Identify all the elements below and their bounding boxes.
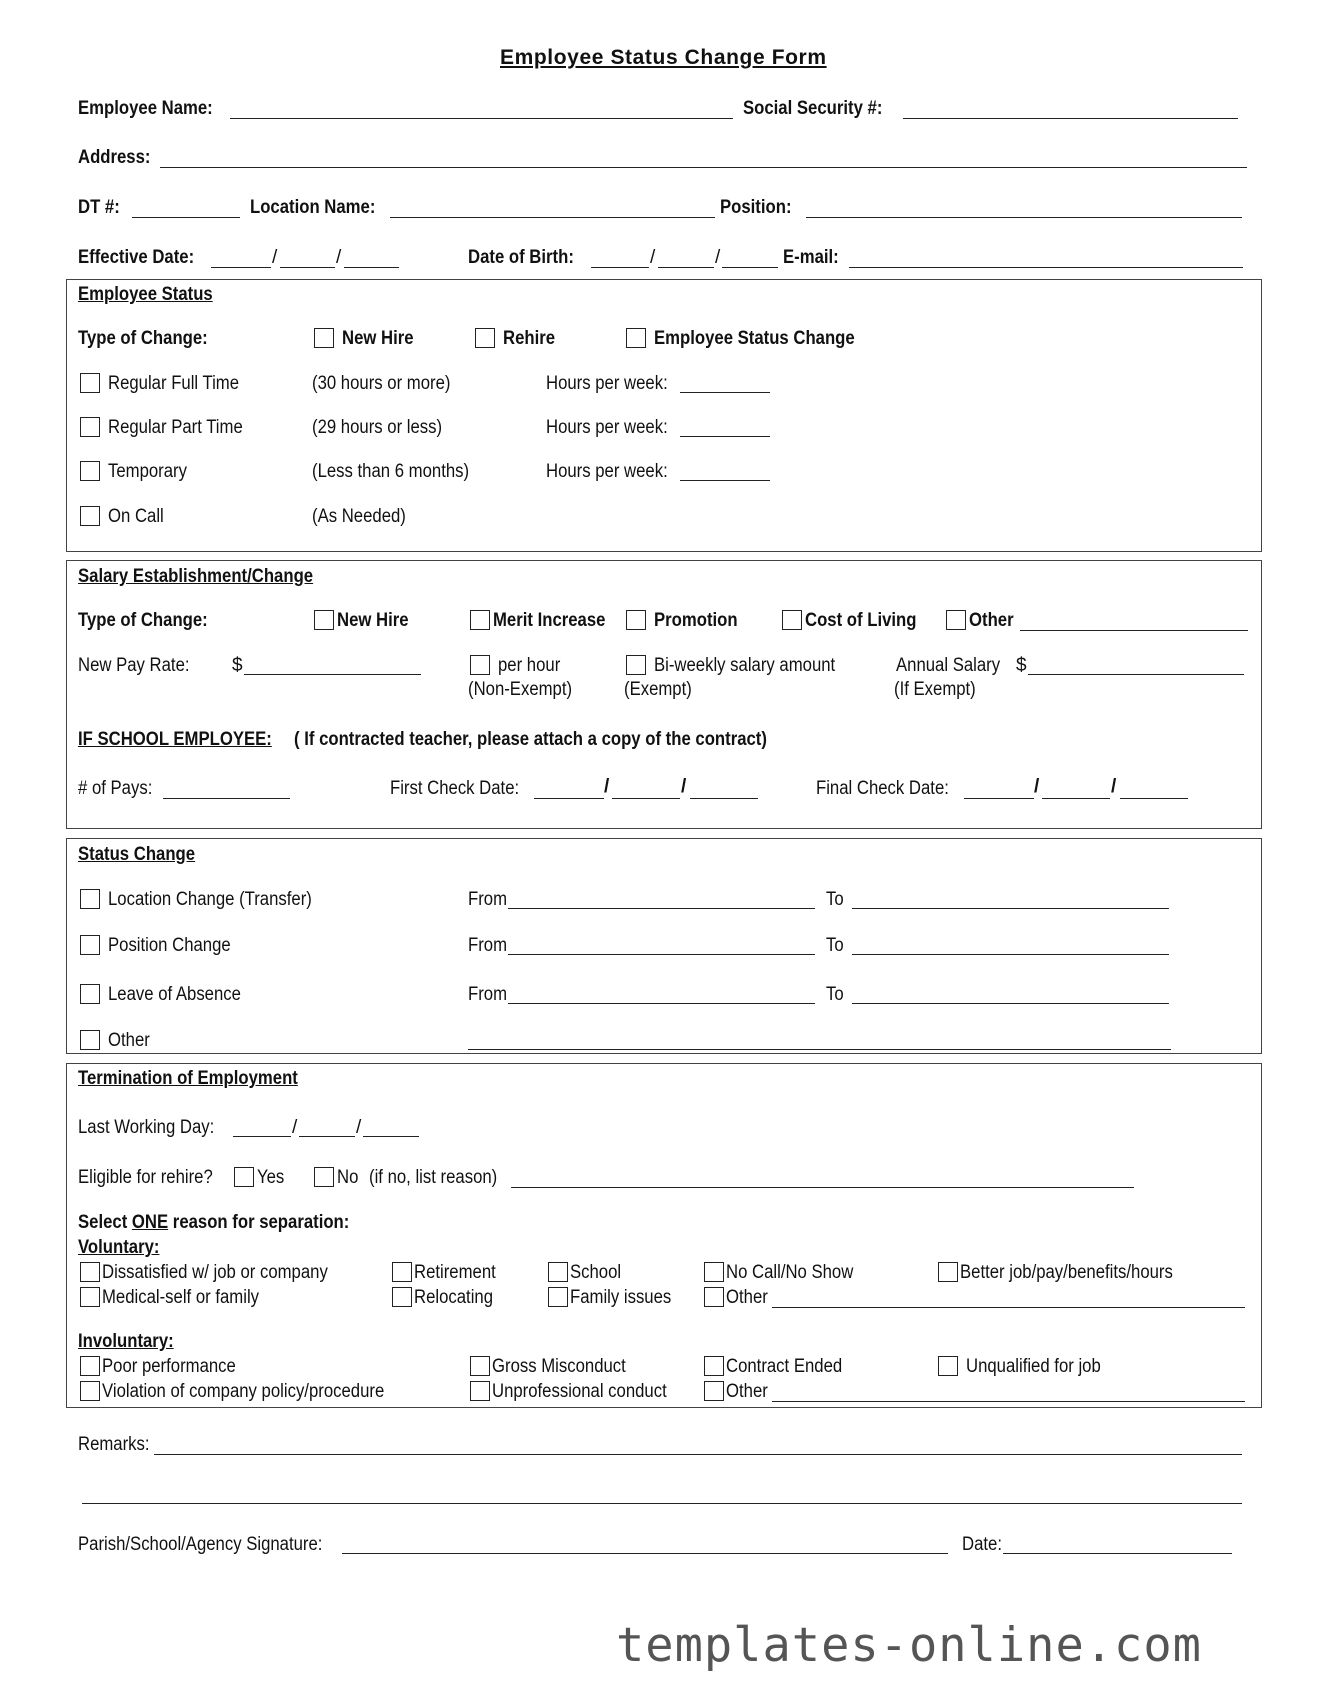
last-day-year[interactable] xyxy=(363,1136,419,1137)
poor-performance-checkbox[interactable] xyxy=(80,1356,100,1376)
position-label: Position: xyxy=(720,197,792,218)
leave-from-field[interactable] xyxy=(508,1003,815,1004)
email-label: E-mail: xyxy=(783,247,839,268)
retirement-checkbox[interactable] xyxy=(392,1262,412,1282)
salary-other-checkbox[interactable] xyxy=(946,610,966,630)
location-name-label: Location Name: xyxy=(250,197,376,218)
leave-of-absence-checkbox[interactable] xyxy=(80,984,100,1004)
family-issues-label: Family issues xyxy=(570,1287,672,1308)
dob-month[interactable] xyxy=(591,267,649,268)
eligible-rehire-label: Eligible for rehire? xyxy=(78,1167,213,1188)
regular-part-time-desc: (29 hours or less) xyxy=(312,417,443,438)
medical-label: Medical-self or family xyxy=(102,1287,260,1308)
dt-label: DT #: xyxy=(78,197,120,218)
last-day-day[interactable] xyxy=(299,1136,355,1137)
salary-new-hire-label: New Hire xyxy=(337,610,409,631)
violation-checkbox[interactable] xyxy=(80,1381,100,1401)
address-field[interactable] xyxy=(160,167,1247,168)
annual-salary-field[interactable] xyxy=(1028,674,1244,675)
involuntary-other-label: Other xyxy=(726,1381,768,1402)
dob-year[interactable] xyxy=(722,267,778,268)
relocating-label: Relocating xyxy=(414,1287,494,1308)
date-of-birth-label: Date of Birth: xyxy=(468,247,574,268)
location-change-checkbox[interactable] xyxy=(80,889,100,909)
status-change-checkbox[interactable] xyxy=(626,328,646,348)
ssn-field[interactable] xyxy=(903,118,1238,119)
violation-label: Violation of company policy/procedure xyxy=(102,1381,385,1402)
voluntary-heading: Voluntary: xyxy=(78,1237,160,1258)
annual-salary-label: Annual Salary xyxy=(896,655,1001,676)
last-day-month[interactable] xyxy=(233,1136,291,1137)
on-call-desc: (As Needed) xyxy=(312,506,406,527)
non-exempt-label: (Non-Exempt) xyxy=(468,679,573,700)
first-check-day[interactable] xyxy=(612,798,680,799)
part-time-hours-label: Hours per week: xyxy=(546,417,668,438)
termination-heading: Termination of Employment xyxy=(78,1068,298,1089)
effective-date-year[interactable] xyxy=(344,267,399,268)
remarks-label: Remarks: xyxy=(78,1434,150,1455)
unprofessional-checkbox[interactable] xyxy=(470,1381,490,1401)
select-reason-label: Select ONE reason for separation: xyxy=(78,1212,350,1233)
leave-to-label: To xyxy=(826,984,844,1005)
involuntary-other-checkbox[interactable] xyxy=(704,1381,724,1401)
first-check-year[interactable] xyxy=(690,798,758,799)
new-pay-rate-label: New Pay Rate: xyxy=(78,655,190,676)
school-label: School xyxy=(570,1262,622,1283)
position-change-checkbox[interactable] xyxy=(80,935,100,955)
employee-name-field[interactable] xyxy=(230,118,733,119)
per-hour-checkbox[interactable] xyxy=(470,655,490,675)
no-call-label: No Call/No Show xyxy=(726,1262,854,1283)
poor-performance-label: Poor performance xyxy=(102,1356,236,1377)
remarks-field-2[interactable] xyxy=(82,1503,1242,1504)
employee-status-heading: Employee Status xyxy=(78,284,213,305)
involuntary-heading: Involuntary: xyxy=(78,1331,174,1352)
gross-misconduct-label: Gross Misconduct xyxy=(492,1356,626,1377)
location-from-label: From xyxy=(468,889,508,910)
location-to-label: To xyxy=(826,889,844,910)
regular-part-time-checkbox[interactable] xyxy=(80,417,100,437)
merit-increase-checkbox[interactable] xyxy=(470,610,490,630)
first-check-label: First Check Date: xyxy=(390,778,520,799)
status-change-label: Employee Status Change xyxy=(654,328,855,349)
involuntary-other-field[interactable] xyxy=(772,1401,1245,1402)
employee-status-section xyxy=(66,279,1262,552)
position-from-label: From xyxy=(468,935,508,956)
last-working-day-label: Last Working Day: xyxy=(78,1117,215,1138)
rehire-no-reason-label: (if no, list reason) xyxy=(369,1167,498,1188)
dob-day[interactable] xyxy=(658,267,714,268)
better-job-checkbox[interactable] xyxy=(938,1262,958,1282)
dissatisfied-checkbox[interactable] xyxy=(80,1262,100,1282)
signature-label: Parish/School/Agency Signature: xyxy=(78,1534,323,1555)
form-page: Employee Status Change Form Employee Name: Social Security #: Address: DT #: Location Name: Position: Effective Date: / / Date of Birth: / / E-mail: Employee Status Type of Change: New Hire Rehire Employee Status Change Regular Full Time (30 hours or more) Hours per week: Regular Part Time (29 hours or less) Hours per week: Temporary (Less than 6 months) Hours per week: On Call (As Needed) Salary Establishment/Change Type of Change: New Hire Merit Increase Promotion Cost of Living Other New Pay Rate: $ per hour (Non-Exempt) Bi-weekly salary amount (Exempt) Annual Salary $ (If Exempt) IF SCHOOL EMPLOYEE: ( If contracted teacher, please attach a copy of the contract) # of Pays: First Check Date: / / Final Check Date: / / Status Change Location Change (Transfer) From To Position Change From To Leave of Absence From To Other Termination of Employment Last Working Day: / / Eligible for rehire? Yes No (if no, list reason) Select ONE reason for separation: Voluntary: Dissatisfied w/ job or company Retirement School No Call/No Show Better job/pay/benefits/hours Medical-self or family Relocating Family issues Other Involuntary: Poor performance Gross Misconduct Contract Ended Unqualified for job Violation of company policy/procedure Unprofessional conduct Other Remarks: Parish/School/Agency Signature: Date: templates-online.com xyxy=(0,0,1320,1708)
merit-increase-label: Merit Increase xyxy=(493,610,606,631)
salary-new-hire-checkbox[interactable] xyxy=(314,610,334,630)
status-new-hire-label: New Hire xyxy=(342,328,414,349)
temporary-desc: (Less than 6 months) xyxy=(312,461,470,482)
status-new-hire-checkbox[interactable] xyxy=(314,328,334,348)
effective-date-month[interactable] xyxy=(211,267,271,268)
full-time-hours-label: Hours per week: xyxy=(546,373,668,394)
pay-rate-dollar: $ xyxy=(232,655,243,676)
regular-full-time-label: Regular Full Time xyxy=(108,373,240,394)
unqualified-label: Unqualified for job xyxy=(966,1356,1101,1377)
regular-full-time-desc: (30 hours or more) xyxy=(312,373,451,394)
school-employee-label: IF SCHOOL EMPLOYEE: xyxy=(78,729,272,750)
status-rehire-checkbox[interactable] xyxy=(475,328,495,348)
biweekly-label: Bi-weekly salary amount xyxy=(654,655,836,676)
status-rehire-label: Rehire xyxy=(503,328,556,349)
relocating-checkbox[interactable] xyxy=(392,1287,412,1307)
cost-of-living-checkbox[interactable] xyxy=(782,610,802,630)
location-to-field[interactable] xyxy=(852,908,1169,909)
no-call-checkbox[interactable] xyxy=(704,1262,724,1282)
contract-ended-checkbox[interactable] xyxy=(704,1356,724,1376)
cost-of-living-label: Cost of Living xyxy=(805,610,917,631)
date-label: Date: xyxy=(962,1534,1002,1555)
location-name-field[interactable] xyxy=(390,217,715,218)
salary-type-label: Type of Change: xyxy=(78,610,208,631)
status-other-checkbox[interactable] xyxy=(80,1030,100,1050)
rehire-no-checkbox[interactable] xyxy=(314,1167,334,1187)
dissatisfied-label: Dissatisfied w/ job or company xyxy=(102,1262,328,1283)
effective-date-label: Effective Date: xyxy=(78,247,195,268)
pay-rate-field[interactable] xyxy=(244,674,421,675)
contract-ended-label: Contract Ended xyxy=(726,1356,843,1377)
num-pays-field[interactable] xyxy=(163,798,290,799)
rehire-reason-field[interactable] xyxy=(511,1187,1134,1188)
page-title: Employee Status Change Form xyxy=(500,46,827,69)
position-to-label: To xyxy=(826,935,844,956)
first-check-month[interactable] xyxy=(534,798,604,799)
rehire-yes-checkbox[interactable] xyxy=(234,1167,254,1187)
status-type-label: Type of Change: xyxy=(78,328,208,349)
final-check-day[interactable] xyxy=(1042,798,1110,799)
leave-to-field[interactable] xyxy=(852,1003,1169,1004)
rehire-no-label: No xyxy=(337,1167,359,1188)
regular-part-time-label: Regular Part Time xyxy=(108,417,243,438)
on-call-label: On Call xyxy=(108,506,164,527)
leave-from-label: From xyxy=(468,984,508,1005)
status-change-section xyxy=(66,838,1262,1054)
position-from-field[interactable] xyxy=(508,954,815,955)
on-call-checkbox[interactable] xyxy=(80,506,100,526)
school-employee-note: ( If contracted teacher, please attach a copy of the contract) xyxy=(294,729,767,750)
temporary-hours-field[interactable] xyxy=(680,480,770,481)
temporary-label: Temporary xyxy=(108,461,187,482)
temporary-hours-label: Hours per week: xyxy=(546,461,668,482)
biweekly-checkbox[interactable] xyxy=(626,655,646,675)
voluntary-other-label: Other xyxy=(726,1287,768,1308)
regular-full-time-checkbox[interactable] xyxy=(80,373,100,393)
position-change-label: Position Change xyxy=(108,935,231,956)
address-label: Address: xyxy=(78,147,151,168)
status-change-heading: Status Change xyxy=(78,844,196,865)
retirement-label: Retirement xyxy=(414,1262,496,1283)
part-time-hours-field[interactable] xyxy=(680,436,770,437)
per-hour-label: per hour xyxy=(498,655,561,676)
gross-misconduct-checkbox[interactable] xyxy=(470,1356,490,1376)
leave-of-absence-label: Leave of Absence xyxy=(108,984,241,1005)
email-field[interactable] xyxy=(849,267,1243,268)
annual-dollar: $ xyxy=(1016,655,1027,676)
date-field[interactable] xyxy=(1003,1553,1232,1554)
salary-other-label: Other xyxy=(969,610,1014,631)
salary-heading: Salary Establishment/Change xyxy=(78,566,314,587)
family-issues-checkbox[interactable] xyxy=(548,1287,568,1307)
final-check-label: Final Check Date: xyxy=(816,778,949,799)
better-job-label: Better job/pay/benefits/hours xyxy=(960,1262,1173,1283)
employee-name-label: Employee Name: xyxy=(78,98,213,119)
num-pays-label: # of Pays: xyxy=(78,778,153,799)
school-checkbox[interactable] xyxy=(548,1262,568,1282)
location-from-field[interactable] xyxy=(508,908,815,909)
voluntary-other-checkbox[interactable] xyxy=(704,1287,724,1307)
watermark-text: templates-online.com xyxy=(616,1618,1202,1673)
final-check-year[interactable] xyxy=(1120,798,1188,799)
remarks-field-1[interactable] xyxy=(154,1454,1242,1455)
temporary-checkbox[interactable] xyxy=(80,461,100,481)
if-exempt-label: (If Exempt) xyxy=(894,679,976,700)
position-field[interactable] xyxy=(806,217,1242,218)
promotion-label: Promotion xyxy=(654,610,738,631)
location-change-label: Location Change (Transfer) xyxy=(108,889,312,910)
unqualified-checkbox[interactable] xyxy=(938,1356,958,1376)
medical-checkbox[interactable] xyxy=(80,1287,100,1307)
effective-date-day[interactable] xyxy=(280,267,335,268)
exempt-label: (Exempt) xyxy=(624,679,692,700)
voluntary-other-field[interactable] xyxy=(772,1307,1245,1308)
full-time-hours-field[interactable] xyxy=(680,392,770,393)
status-other-field[interactable] xyxy=(468,1049,1171,1050)
rehire-yes-label: Yes xyxy=(257,1167,285,1188)
unprofessional-label: Unprofessional conduct xyxy=(492,1381,667,1402)
signature-field[interactable] xyxy=(342,1553,948,1554)
promotion-checkbox[interactable] xyxy=(626,610,646,630)
ssn-label: Social Security #: xyxy=(743,98,883,119)
salary-other-field[interactable] xyxy=(1020,630,1248,631)
dt-field[interactable] xyxy=(132,217,240,218)
status-other-label: Other xyxy=(108,1030,150,1051)
position-to-field[interactable] xyxy=(852,954,1169,955)
final-check-month[interactable] xyxy=(964,798,1034,799)
